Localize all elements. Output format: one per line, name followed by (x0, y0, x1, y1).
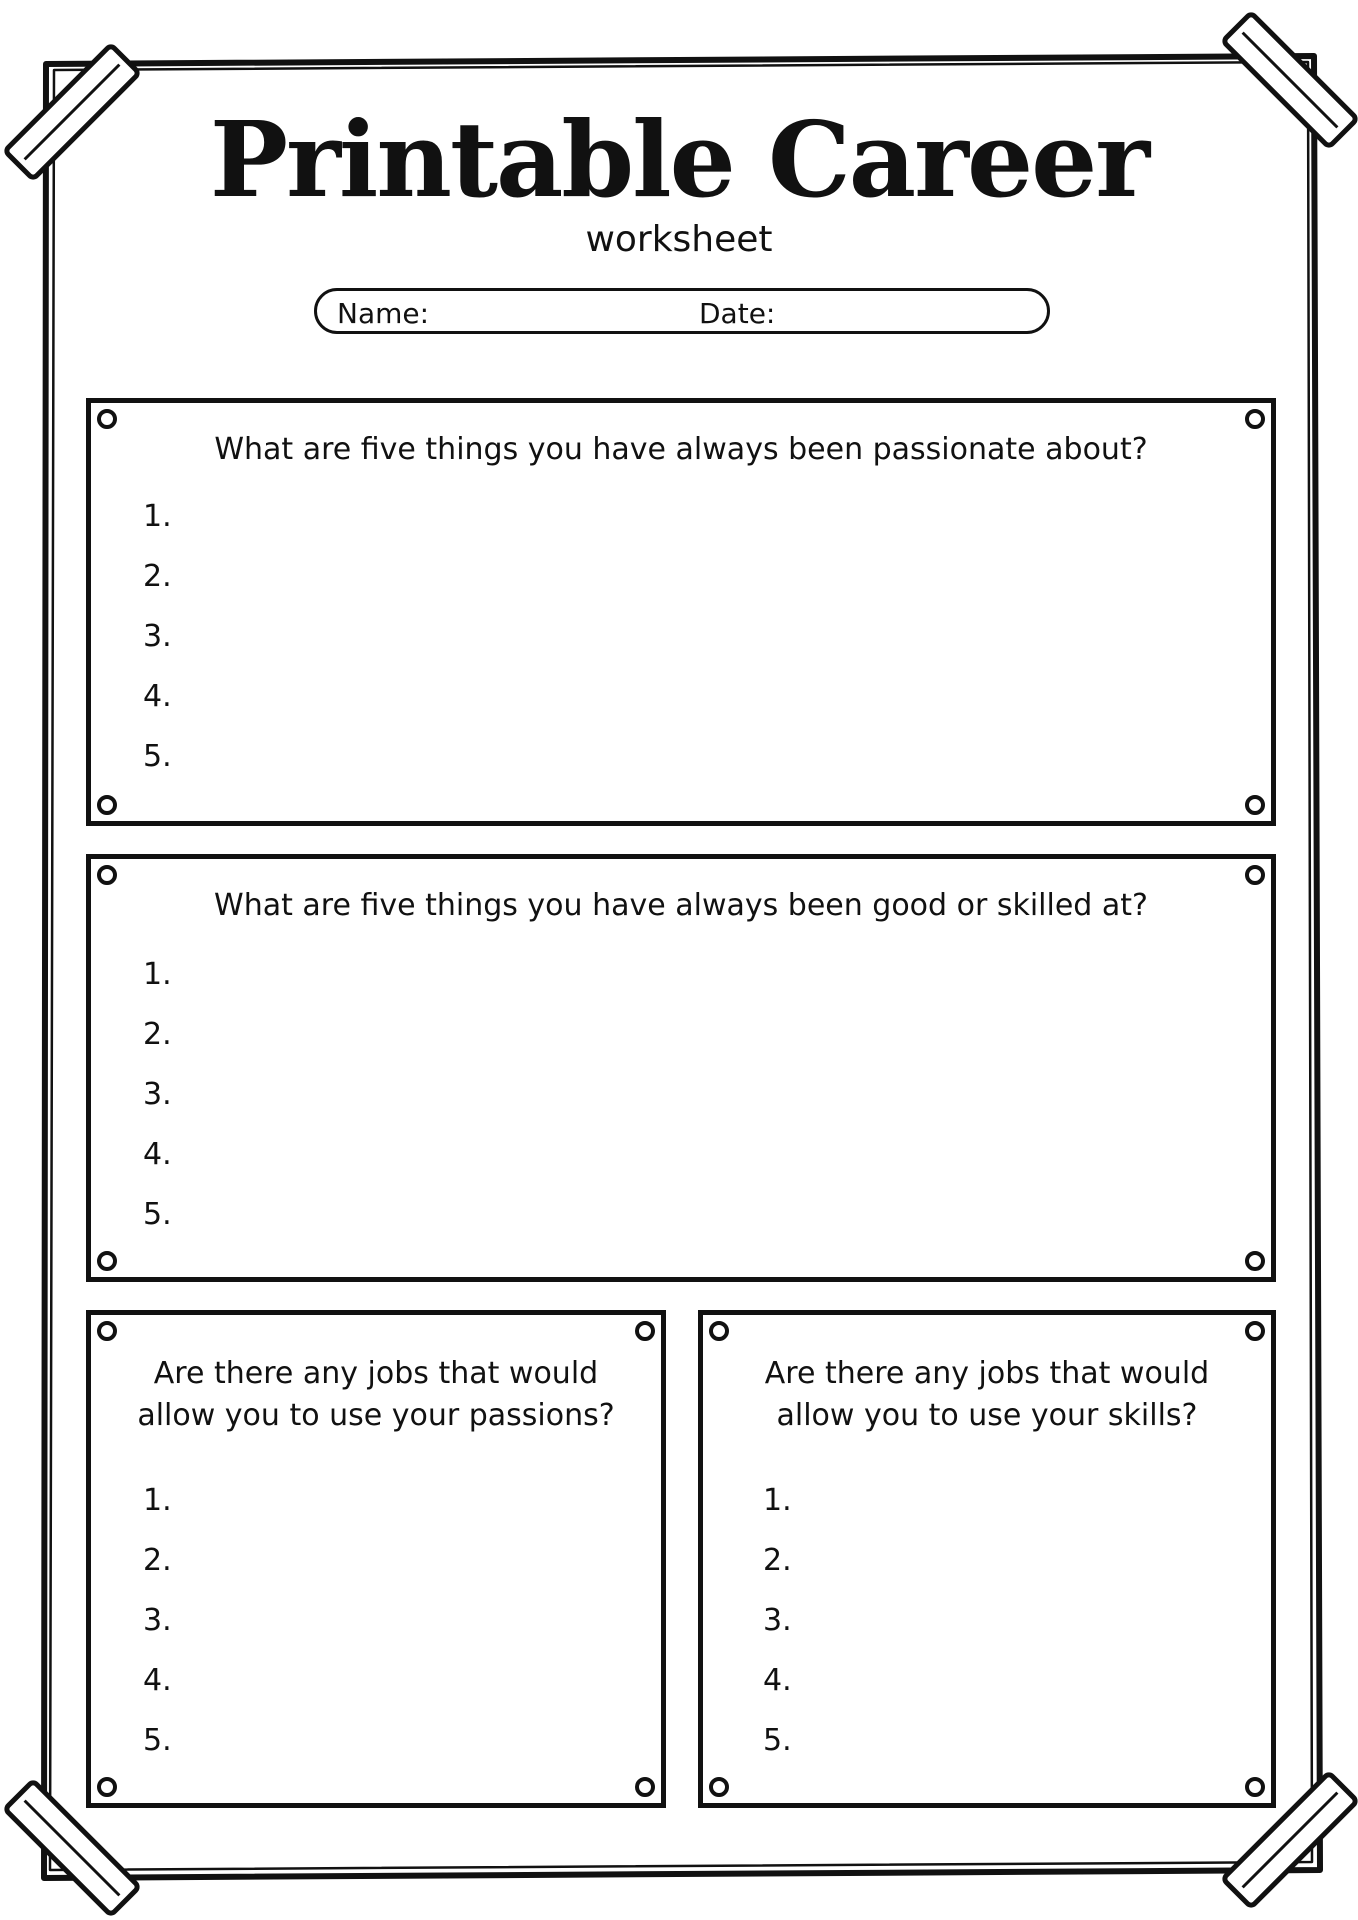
grommet-icon (97, 1321, 117, 1341)
name-date-field[interactable] (314, 288, 1050, 334)
grommet-icon (97, 1251, 117, 1271)
list-item[interactable]: 1. (143, 957, 172, 992)
page-title: Printable Career (209, 98, 1149, 221)
question-panel-jobs-skills (698, 1310, 1276, 1808)
grommet-icon (97, 795, 117, 815)
list-item[interactable]: 3. (763, 1603, 792, 1638)
grommet-icon (709, 1321, 729, 1341)
question-panel-passions (86, 398, 1276, 826)
answer-list (763, 1471, 792, 1771)
answer-list (143, 945, 172, 1245)
date-label: Date: (699, 297, 776, 330)
question-panel-jobs-passions (86, 1310, 666, 1808)
list-item[interactable]: 3. (143, 619, 172, 654)
grommet-icon (97, 409, 117, 429)
list-item[interactable]: 1. (763, 1483, 792, 1518)
answer-list (143, 1471, 172, 1771)
list-item[interactable]: 5. (143, 1723, 172, 1758)
question-text (703, 1353, 1271, 1437)
grommet-icon (97, 865, 117, 885)
grommet-icon (97, 1777, 117, 1797)
list-item[interactable]: 4. (143, 1663, 172, 1698)
grommet-icon (1245, 795, 1265, 815)
grommet-icon (635, 1777, 655, 1797)
grommet-icon (1245, 1777, 1265, 1797)
list-item[interactable]: 2. (763, 1543, 792, 1578)
page-subtitle: worksheet (585, 219, 773, 260)
list-item[interactable]: 4. (143, 679, 172, 714)
question-text: What are five things you have always been passionate about? (214, 432, 1148, 467)
list-item[interactable]: 3. (143, 1077, 172, 1112)
list-item[interactable]: 2. (143, 559, 172, 594)
list-item[interactable]: 2. (143, 1543, 172, 1578)
grommet-icon (709, 1777, 729, 1797)
grommet-icon (635, 1321, 655, 1341)
list-item[interactable]: 1. (143, 499, 172, 534)
list-item[interactable]: 3. (143, 1603, 172, 1638)
list-item[interactable]: 5. (143, 1197, 172, 1232)
list-item[interactable]: 1. (143, 1483, 172, 1518)
question-text: What are five things you have always been good or skilled at? (214, 888, 1148, 923)
question-line: allow you to use your skills? (776, 1398, 1198, 1433)
grommet-icon (1245, 1321, 1265, 1341)
question-line: Are there any jobs that would (764, 1356, 1210, 1391)
grommet-icon (1245, 865, 1265, 885)
question-line: Are there any jobs that would (153, 1356, 599, 1391)
answer-list (143, 487, 172, 787)
grommet-icon (1245, 409, 1265, 429)
list-item[interactable]: 4. (143, 1137, 172, 1172)
name-label: Name: (337, 297, 430, 330)
list-item[interactable]: 2. (143, 1017, 172, 1052)
grommet-icon (1245, 1251, 1265, 1271)
list-item[interactable]: 4. (763, 1663, 792, 1698)
list-item[interactable]: 5. (143, 739, 172, 774)
list-item[interactable]: 5. (763, 1723, 792, 1758)
question-panel-skills (86, 854, 1276, 1282)
question-line: allow you to use your passions? (137, 1398, 615, 1433)
question-text (91, 1353, 661, 1437)
